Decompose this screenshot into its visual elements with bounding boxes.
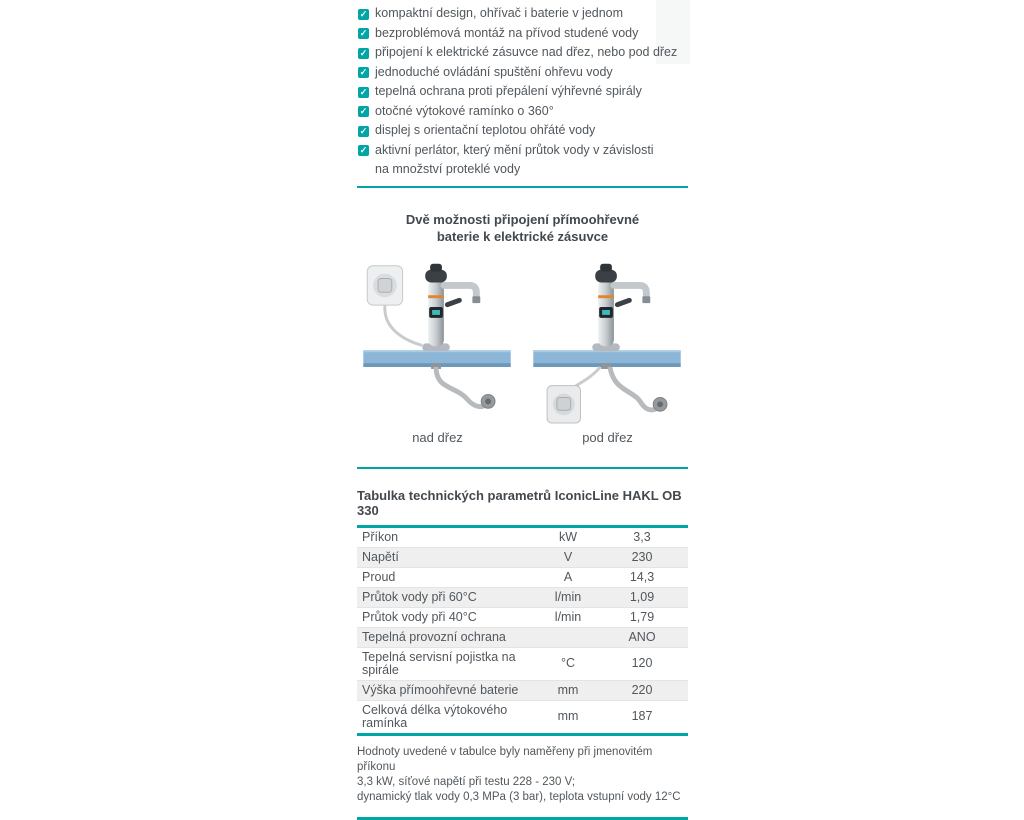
feature-text: aktivní perlátor, který mění průtok vody v závislosti [375,142,654,157]
feature-list [357,4,688,180]
faucet [422,263,480,350]
faucet-below-sink-illustration [529,252,687,424]
param-label: Celková délka výtokového ramínka [362,702,508,730]
check-icon: ✓ [359,145,368,155]
diagram-caption-right: pod dřez [582,429,633,445]
feature-item [357,4,688,24]
param-unit: °C [540,647,596,680]
param-value: 120 [596,647,688,680]
footnote-line: dynamický tlak vody 0,3 MPa (3 bar), teplota vstupní vody 12°C [357,790,681,803]
table-row [357,700,688,733]
param-label: Napětí [357,547,540,567]
feature-text: na množství proteklé vody [375,162,521,176]
param-label: Tepelná servisní pojistka na spirále [357,647,540,680]
wall-socket-icon [367,265,402,304]
table-row [357,680,688,700]
check-icon: ✓ [359,28,368,38]
under-sink-socket-icon [547,385,580,422]
param-label: Příkon [357,526,540,547]
diagram-heading-line2: baterie k elektrické zásuvce [436,228,609,244]
technical-parameters-table [357,525,688,733]
check-icon: ✓ [359,8,368,19]
param-value: 1,09 [596,587,688,607]
table-row [357,547,688,567]
faucet [592,263,650,350]
param-unit: kW [540,526,596,547]
feature-item [357,102,688,122]
table-row [357,607,688,627]
diagram-below-sink [529,252,687,445]
param-label: Proud [357,567,540,587]
water-hose [609,366,658,409]
feature-text: displej s orientační teplotou ohřáté vody [375,123,596,137]
check-icon: ✓ [359,125,368,136]
diagram-caption-left: nad dřez [412,429,463,445]
check-icon: ✓ [359,86,368,97]
feature-text: tepelná ochrana proti přepálení výhřevné spirály [375,84,642,98]
footnote-line: Hodnoty uvedené v tabulce byly naměřeny při jmenovitém příkonu [357,745,653,773]
param-unit [540,627,596,647]
param-unit: A [540,567,596,587]
feature-text: otočné výtokové ramínko o 360° [375,103,554,118]
table-footnote [357,745,688,805]
param-unit: mm [540,680,596,700]
table-row [357,526,688,547]
param-value: ANO [596,627,688,647]
param-value: 3,3 [596,526,688,547]
feature-item-continuation [357,160,688,180]
table-row [357,627,688,647]
faucet-above-sink-illustration [359,252,517,424]
section-divider [357,467,688,469]
feature-text: bezproblémová montáž na přívod studené vody [375,25,639,40]
table-row [357,647,688,680]
param-value: 187 [631,709,653,723]
param-unit: l/min [540,587,596,607]
param-label: Výška přímoohřevné baterie [357,680,540,700]
param-value: 1,79 [596,607,688,627]
installation-diagrams [357,252,688,445]
table-title: Tabulka technických parametrů IconicLine HAKL OB 330 [357,487,682,518]
table-row [357,587,688,607]
param-unit: mm [557,709,579,723]
feature-item [357,24,688,44]
feature-text: jednoduché ovládání spuštění ohřevu vody [375,64,613,79]
diagram-heading [357,211,688,245]
check-icon: ✓ [359,67,368,77]
check-icon: ✓ [359,47,368,58]
feature-item [357,63,688,83]
param-label: Tepelná provozní ochrana [357,627,540,647]
feature-item [357,121,688,141]
param-value: 230 [596,547,688,567]
param-label: Průtok vody při 60°C [357,587,540,607]
param-value: 14,3 [596,567,688,587]
table-bottom-rule [357,733,688,736]
diagram-above-sink [359,252,517,445]
feature-item [357,82,688,102]
footnote-line: 3,3 kW, síťové napětí při testu 228 - 230 V; [357,775,576,788]
feature-text: připojení k elektrické zásuvce nad dřez, nebo pod dřez [375,45,678,59]
param-value: 220 [596,680,688,700]
param-unit: l/min [540,607,596,627]
feature-item [357,141,688,161]
product-description-section [357,0,688,820]
feature-text: kompaktní design, ohřívač i baterie v jednom [375,6,624,20]
feature-item [357,43,688,63]
param-unit: V [540,547,596,567]
check-icon: ✓ [359,106,368,116]
water-hose [436,366,487,406]
diagram-heading-line1: Dvě možnosti připojení přímoohřevné [405,211,640,227]
power-cable [384,305,421,345]
table-row [357,567,688,587]
section-divider [357,817,688,820]
param-label: Průtok vody při 40°C [357,607,540,627]
section-divider [357,186,688,188]
